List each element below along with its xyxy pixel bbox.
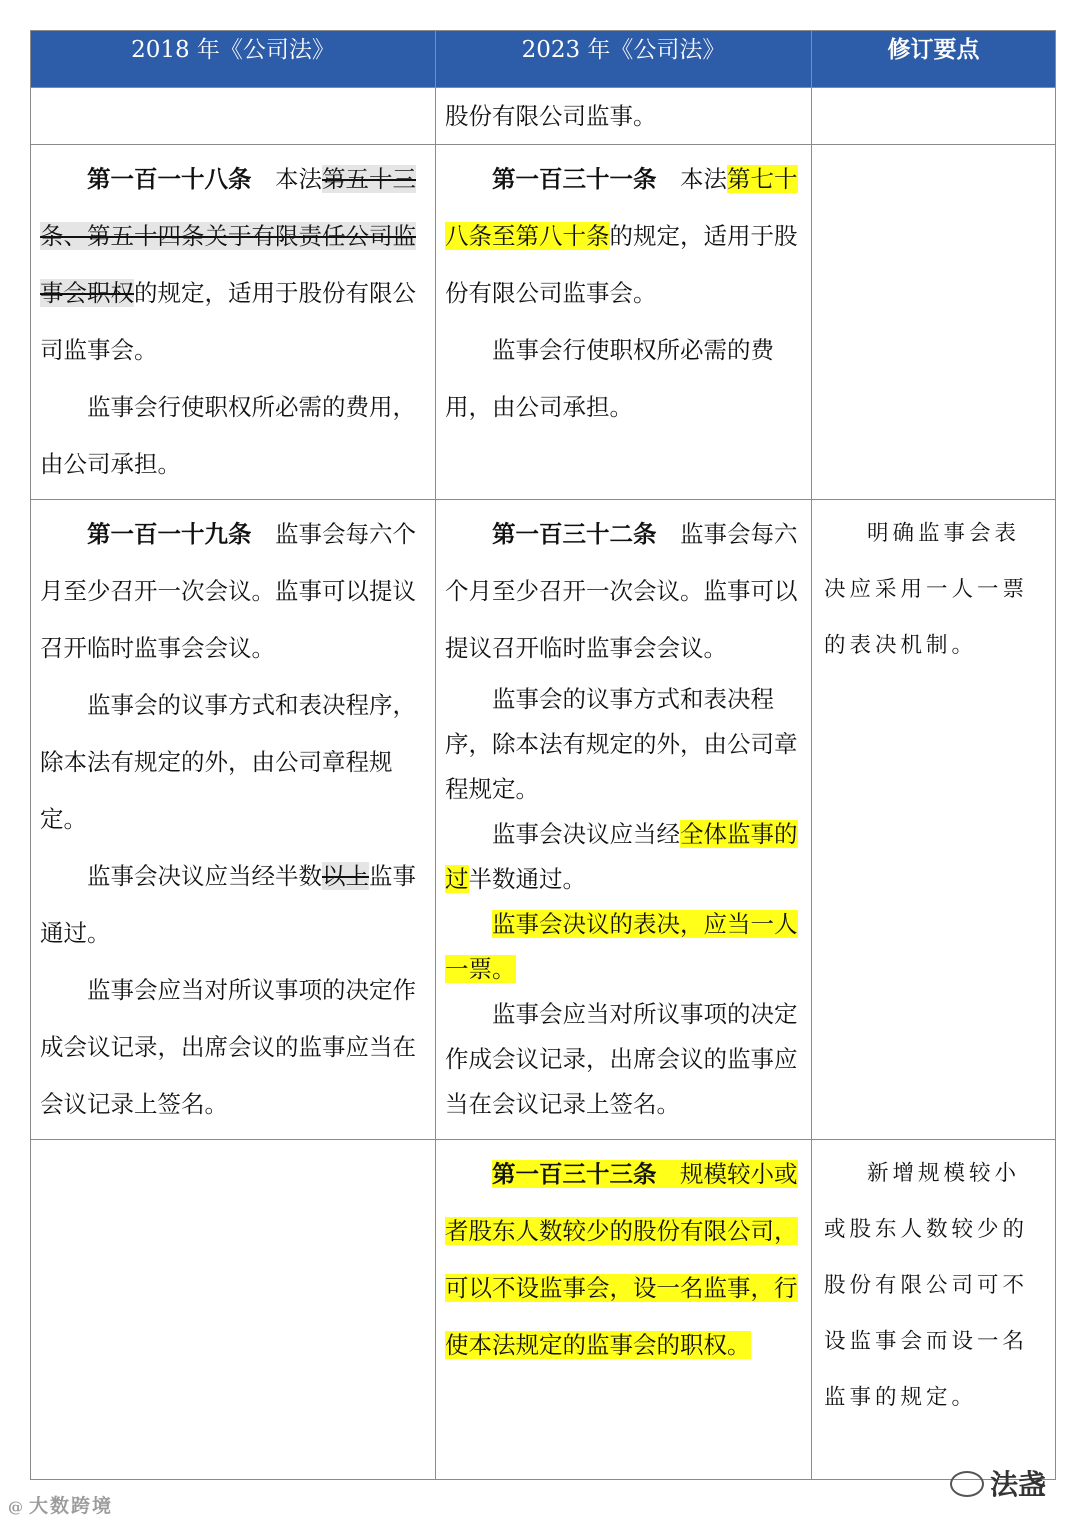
header-2023-law: 2023 年《公司法》 [436, 31, 812, 88]
table-row [31, 1140, 1056, 1480]
new-article-paragraph [445, 1146, 802, 1374]
account-name: 法盏 [989, 1468, 1046, 1501]
new-article-paragraph: 监事会的议事方式和表决程序，除本法有规定的外，由公司章程规定。 [445, 685, 798, 803]
highlighted-text: 全体监事的过 [445, 820, 798, 893]
note-cell [812, 88, 1056, 145]
wechat-icon [950, 1471, 984, 1497]
table-row [31, 500, 1056, 1140]
continuation-text: 股份有限公司监事。 [445, 102, 657, 130]
note-cell [812, 1140, 1056, 1480]
watermark-text: 大数跨境 [29, 1495, 114, 1517]
watermark-prefix: @ [8, 1498, 25, 1516]
old-cell [31, 500, 436, 1140]
revision-note: 明确监事会表决应采用一人一票的表决机制。 [824, 521, 1029, 658]
old-article-paragraph: 第一百一十九条 监事会每六个月至少召开一次会议。监事可以提议召开临时监事会会议。 [40, 520, 416, 662]
new-article-paragraph: 监事会应当对所议事项的决定作成会议记录，出席会议的监事应当在会议记录上签名。 [445, 1000, 798, 1118]
header-row [31, 31, 1056, 88]
note-cell [812, 500, 1056, 1140]
old-cell [31, 1140, 436, 1480]
new-cell [436, 145, 812, 500]
highlighted-text: 监事会决议的表决，应当一人一票。 [445, 910, 798, 983]
highlighted-text: 第七十八条至第八十条 [445, 165, 798, 250]
header-2018-law: 2018 年《公司法》 [31, 31, 436, 88]
old-article-paragraph: 监事会决议应当经半数以上监事通过。 [40, 862, 416, 947]
old-cell [31, 145, 436, 500]
footer [0, 1455, 1080, 1527]
old-article-paragraph: 监事会应当对所议事项的决定作成会议记录，出席会议的监事应当在会议记录上签名。 [40, 976, 416, 1118]
new-cell [436, 1140, 812, 1480]
table-row [31, 145, 1056, 500]
revision-note: 新增规模较小或股东人数较少的股份有限公司可不设监事会而设一名监事的规定。 [824, 1161, 1029, 1410]
wechat-account-badge [950, 1463, 1046, 1503]
new-article-paragraph: 第一百三十一条 本法第七十八条至第八十条的规定，适用于股份有限公司监事会。 [445, 165, 798, 307]
new-article-paragraph: 监事会行使职权所必需的费用，由公司承担。 [445, 336, 774, 421]
old-article-paragraph: 监事会的议事方式和表决程序，除本法有规定的外，由公司章程规定。 [40, 691, 416, 833]
note-cell [812, 145, 1056, 500]
article-number: 第一百三十三条 [492, 1160, 657, 1188]
article-number: 第一百一十八条 [87, 165, 252, 193]
new-article-paragraph: 第一百三十二条 监事会每六个月至少召开一次会议。监事可以提议召开临时监事会会议。 [445, 520, 798, 662]
law-comparison-table [30, 30, 1056, 1480]
article-number: 第一百一十九条 [87, 520, 252, 548]
article-number: 第一百三十二条 [492, 520, 657, 548]
header-revision-points: 修订要点 [812, 31, 1056, 88]
old-article-paragraph: 第一百一十八条 本法第五十三条、第五十四条关于有限责任公司监事会职权的规定，适用于股份有限公司监事会。 [40, 165, 416, 364]
new-article-paragraph: 监事会决议应当经全体监事的过半数通过。 [445, 820, 798, 893]
new-cell [436, 88, 812, 145]
article-number: 第一百三十一条 [492, 165, 657, 193]
new-cell [436, 500, 812, 1140]
old-article-paragraph: 监事会行使职权所必需的费用，由公司承担。 [40, 393, 416, 478]
deleted-text: 以上 [322, 862, 369, 890]
watermark [8, 1491, 113, 1518]
new-article-paragraph [445, 902, 802, 992]
old-cell [31, 88, 436, 145]
table-row [31, 88, 1056, 145]
highlighted-text: 规模较小或者股东人数较少的股份有限公司，可以不设监事会，设一名监事，行使本法规定的监事会的职权。 [445, 1160, 798, 1359]
deleted-text: 第五十三条、第五十四条关于有限责任公司监事会职权 [40, 165, 416, 307]
